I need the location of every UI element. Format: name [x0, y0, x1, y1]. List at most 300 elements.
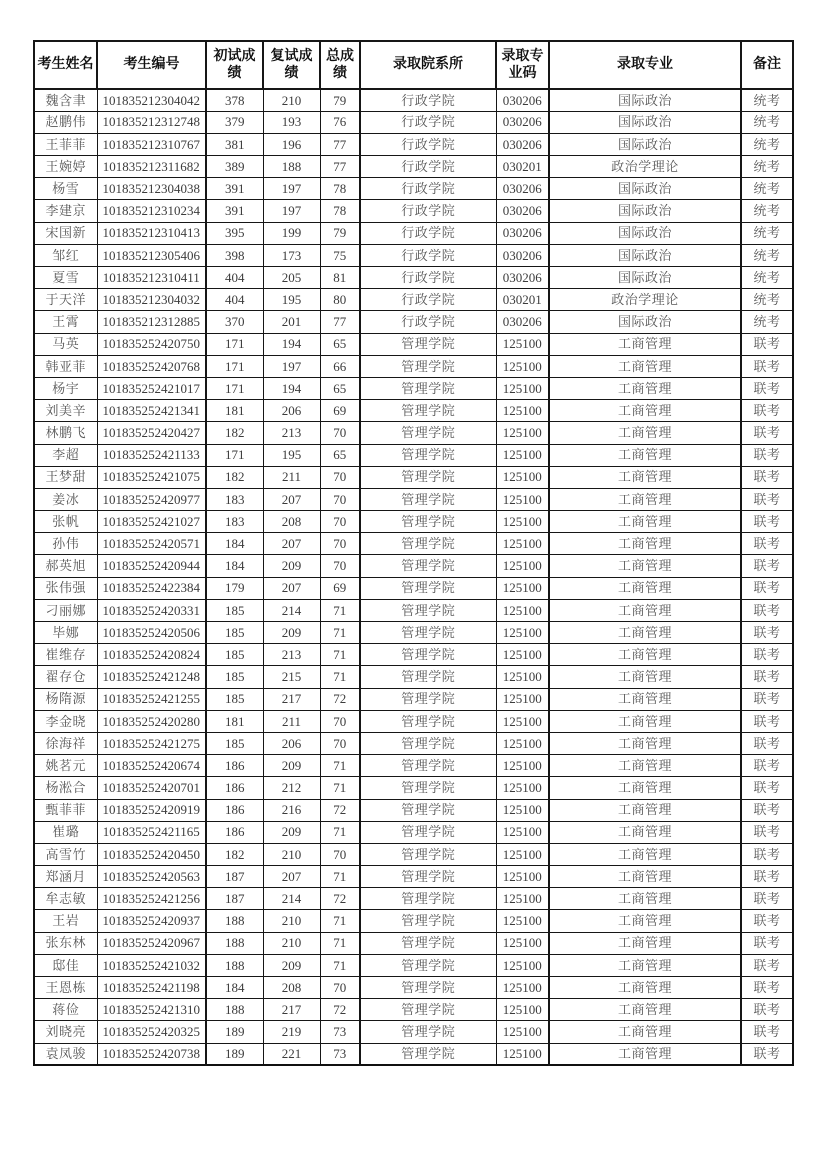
initial-exam-score: 188 [206, 932, 263, 954]
major-code: 125100 [496, 644, 549, 666]
retest-score: 197 [263, 200, 320, 222]
column-header-admission-department: 录取院系所 [360, 41, 496, 89]
total-score: 77 [320, 156, 360, 178]
initial-exam-score: 395 [206, 222, 263, 244]
admission-department: 行政学院 [360, 111, 496, 133]
candidate-id: 101835212310234 [97, 200, 206, 222]
initial-exam-score: 398 [206, 244, 263, 266]
admission-department: 行政学院 [360, 289, 496, 311]
total-score: 71 [320, 599, 360, 621]
initial-exam-score: 404 [206, 267, 263, 289]
retest-score: 208 [263, 977, 320, 999]
table-row [34, 400, 793, 422]
table-row [34, 89, 793, 111]
candidate-name: 甄菲菲 [34, 799, 97, 821]
retest-score: 209 [263, 755, 320, 777]
candidate-id: 101835212304038 [97, 178, 206, 200]
admission-department: 行政学院 [360, 200, 496, 222]
admission-department: 管理学院 [360, 799, 496, 821]
candidate-name: 宋国新 [34, 222, 97, 244]
retest-score: 208 [263, 511, 320, 533]
major-code: 030206 [496, 178, 549, 200]
table-row [34, 843, 793, 865]
admission-major: 工商管理 [549, 777, 741, 799]
table-row [34, 977, 793, 999]
candidate-id: 101835212312748 [97, 111, 206, 133]
candidate-name: 毕娜 [34, 622, 97, 644]
remark: 联考 [741, 444, 793, 466]
retest-score: 201 [263, 311, 320, 333]
candidate-id: 101835212310413 [97, 222, 206, 244]
table-row [34, 178, 793, 200]
remark: 联考 [741, 666, 793, 688]
retest-score: 214 [263, 599, 320, 621]
major-code: 030206 [496, 111, 549, 133]
table-row [34, 156, 793, 178]
candidate-id: 101835252420977 [97, 488, 206, 510]
column-header-candidate-id: 考生编号 [97, 41, 206, 89]
admission-department: 管理学院 [360, 555, 496, 577]
initial-exam-score: 389 [206, 156, 263, 178]
admission-department: 管理学院 [360, 400, 496, 422]
candidate-name: 李金晓 [34, 710, 97, 732]
table-row [34, 244, 793, 266]
table-row [34, 799, 793, 821]
admission-department: 管理学院 [360, 666, 496, 688]
major-code: 125100 [496, 533, 549, 555]
remark: 联考 [741, 710, 793, 732]
admission-major: 工商管理 [549, 400, 741, 422]
candidate-name: 蒋俭 [34, 999, 97, 1021]
admission-major: 工商管理 [549, 866, 741, 888]
total-score: 72 [320, 688, 360, 710]
initial-exam-score: 171 [206, 444, 263, 466]
remark: 联考 [741, 932, 793, 954]
remark: 联考 [741, 422, 793, 444]
retest-score: 207 [263, 866, 320, 888]
candidate-id: 101835252420427 [97, 422, 206, 444]
remark: 联考 [741, 355, 793, 377]
initial-exam-score: 171 [206, 355, 263, 377]
initial-exam-score: 404 [206, 289, 263, 311]
retest-score: 221 [263, 1043, 320, 1065]
table-row [34, 866, 793, 888]
total-score: 71 [320, 954, 360, 976]
admission-department: 管理学院 [360, 932, 496, 954]
remark: 联考 [741, 466, 793, 488]
remark: 联考 [741, 1021, 793, 1043]
admission-major: 工商管理 [549, 821, 741, 843]
retest-score: 217 [263, 999, 320, 1021]
admission-major: 国际政治 [549, 111, 741, 133]
remark: 联考 [741, 511, 793, 533]
initial-exam-score: 186 [206, 799, 263, 821]
remark: 统考 [741, 200, 793, 222]
major-code: 030206 [496, 133, 549, 155]
candidate-name: 袁凤骏 [34, 1043, 97, 1065]
candidate-name: 高雪竹 [34, 843, 97, 865]
major-code: 125100 [496, 932, 549, 954]
candidate-name: 于天洋 [34, 289, 97, 311]
major-code: 125100 [496, 1043, 549, 1065]
candidate-id: 101835252420571 [97, 533, 206, 555]
major-code: 125100 [496, 400, 549, 422]
table-row [34, 488, 793, 510]
column-header-retest-score: 复试成绩 [263, 41, 320, 89]
admission-department: 管理学院 [360, 777, 496, 799]
table-row [34, 444, 793, 466]
admission-major: 工商管理 [549, 622, 741, 644]
initial-exam-score: 391 [206, 178, 263, 200]
remark: 联考 [741, 755, 793, 777]
column-header-total-score: 总成绩 [320, 41, 360, 89]
admission-department: 管理学院 [360, 710, 496, 732]
total-score: 71 [320, 777, 360, 799]
initial-exam-score: 179 [206, 577, 263, 599]
remark: 联考 [741, 1043, 793, 1065]
remark: 统考 [741, 222, 793, 244]
admission-department: 管理学院 [360, 599, 496, 621]
retest-score: 209 [263, 555, 320, 577]
candidate-id: 101835252420824 [97, 644, 206, 666]
table-row [34, 111, 793, 133]
major-code: 125100 [496, 688, 549, 710]
candidate-name: 王菲菲 [34, 133, 97, 155]
admission-department: 管理学院 [360, 755, 496, 777]
admission-major: 工商管理 [549, 732, 741, 754]
initial-exam-score: 171 [206, 377, 263, 399]
retest-score: 197 [263, 178, 320, 200]
retest-score: 214 [263, 888, 320, 910]
total-score: 70 [320, 977, 360, 999]
initial-exam-score: 189 [206, 1043, 263, 1065]
candidate-id: 101835252421310 [97, 999, 206, 1021]
admission-major: 国际政治 [549, 89, 741, 111]
major-code: 125100 [496, 977, 549, 999]
candidate-id: 101835252420563 [97, 866, 206, 888]
column-header-candidate-name: 考生姓名 [34, 41, 97, 89]
table-row [34, 1043, 793, 1065]
retest-score: 206 [263, 732, 320, 754]
candidate-id: 101835252420674 [97, 755, 206, 777]
initial-exam-score: 185 [206, 599, 263, 621]
total-score: 70 [320, 488, 360, 510]
candidate-name: 马英 [34, 333, 97, 355]
column-header-major-code: 录取专业码 [496, 41, 549, 89]
initial-exam-score: 186 [206, 755, 263, 777]
retest-score: 210 [263, 932, 320, 954]
candidate-name: 邹红 [34, 244, 97, 266]
admission-major: 工商管理 [549, 999, 741, 1021]
major-code: 125100 [496, 777, 549, 799]
major-code: 125100 [496, 444, 549, 466]
total-score: 70 [320, 732, 360, 754]
admission-department: 管理学院 [360, 355, 496, 377]
retest-score: 210 [263, 910, 320, 932]
admission-major: 工商管理 [549, 577, 741, 599]
major-code: 125100 [496, 821, 549, 843]
initial-exam-score: 182 [206, 843, 263, 865]
admission-department: 管理学院 [360, 511, 496, 533]
admission-results-table [33, 40, 794, 1066]
candidate-name: 郝英旭 [34, 555, 97, 577]
admission-department: 管理学院 [360, 1043, 496, 1065]
initial-exam-score: 183 [206, 488, 263, 510]
candidate-name: 韩亚菲 [34, 355, 97, 377]
total-score: 80 [320, 289, 360, 311]
total-score: 69 [320, 577, 360, 599]
table-row [34, 289, 793, 311]
total-score: 72 [320, 888, 360, 910]
major-code: 125100 [496, 422, 549, 444]
remark: 联考 [741, 888, 793, 910]
candidate-id: 101835252421032 [97, 954, 206, 976]
admission-major: 工商管理 [549, 843, 741, 865]
initial-exam-score: 189 [206, 1021, 263, 1043]
total-score: 77 [320, 311, 360, 333]
column-header-admission-major: 录取专业 [549, 41, 741, 89]
candidate-id: 101835212310767 [97, 133, 206, 155]
table-row [34, 755, 793, 777]
candidate-id: 101835252420768 [97, 355, 206, 377]
table-row [34, 688, 793, 710]
remark: 统考 [741, 244, 793, 266]
major-code: 125100 [496, 377, 549, 399]
admission-major: 工商管理 [549, 444, 741, 466]
candidate-name: 杨宇 [34, 377, 97, 399]
total-score: 71 [320, 644, 360, 666]
table-row [34, 888, 793, 910]
total-score: 79 [320, 89, 360, 111]
candidate-id: 101835252420331 [97, 599, 206, 621]
total-score: 72 [320, 999, 360, 1021]
admission-department: 管理学院 [360, 644, 496, 666]
admission-major: 工商管理 [549, 333, 741, 355]
remark: 统考 [741, 89, 793, 111]
remark: 联考 [741, 400, 793, 422]
initial-exam-score: 181 [206, 710, 263, 732]
candidate-name: 王婉婷 [34, 156, 97, 178]
candidate-id: 101835212305406 [97, 244, 206, 266]
total-score: 71 [320, 932, 360, 954]
initial-exam-score: 188 [206, 954, 263, 976]
candidate-id: 101835252421027 [97, 511, 206, 533]
retest-score: 207 [263, 488, 320, 510]
major-code: 125100 [496, 488, 549, 510]
table-header-row [34, 41, 793, 89]
initial-exam-score: 185 [206, 622, 263, 644]
retest-score: 216 [263, 799, 320, 821]
remark: 联考 [741, 843, 793, 865]
column-header-remark: 备注 [741, 41, 793, 89]
retest-score: 212 [263, 777, 320, 799]
table-row [34, 644, 793, 666]
admission-major: 国际政治 [549, 267, 741, 289]
candidate-name: 崔璐 [34, 821, 97, 843]
table-row [34, 710, 793, 732]
table-row [34, 200, 793, 222]
initial-exam-score: 379 [206, 111, 263, 133]
major-code: 125100 [496, 466, 549, 488]
candidate-id: 101835212304042 [97, 89, 206, 111]
remark: 联考 [741, 688, 793, 710]
admission-department: 行政学院 [360, 267, 496, 289]
total-score: 70 [320, 466, 360, 488]
candidate-name: 杨隋源 [34, 688, 97, 710]
table-row [34, 355, 793, 377]
table-row [34, 133, 793, 155]
initial-exam-score: 185 [206, 666, 263, 688]
retest-score: 213 [263, 422, 320, 444]
table-row [34, 511, 793, 533]
admission-department: 管理学院 [360, 488, 496, 510]
major-code: 030206 [496, 244, 549, 266]
candidate-id: 101835212312885 [97, 311, 206, 333]
retest-score: 194 [263, 377, 320, 399]
table-row [34, 666, 793, 688]
initial-exam-score: 182 [206, 466, 263, 488]
admission-major: 工商管理 [549, 1043, 741, 1065]
candidate-id: 101835252421256 [97, 888, 206, 910]
major-code: 030206 [496, 222, 549, 244]
initial-exam-score: 184 [206, 555, 263, 577]
remark: 联考 [741, 777, 793, 799]
retest-score: 195 [263, 289, 320, 311]
admission-department: 管理学院 [360, 688, 496, 710]
major-code: 125100 [496, 710, 549, 732]
candidate-name: 张东林 [34, 932, 97, 954]
initial-exam-score: 378 [206, 89, 263, 111]
candidate-id: 101835252421165 [97, 821, 206, 843]
retest-score: 209 [263, 622, 320, 644]
candidate-name: 魏含聿 [34, 89, 97, 111]
table-row [34, 533, 793, 555]
column-header-initial-exam-score: 初试成绩 [206, 41, 263, 89]
admission-department: 管理学院 [360, 533, 496, 555]
admission-major: 国际政治 [549, 311, 741, 333]
admission-department: 行政学院 [360, 222, 496, 244]
total-score: 70 [320, 710, 360, 732]
major-code: 125100 [496, 843, 549, 865]
initial-exam-score: 391 [206, 200, 263, 222]
major-code: 030206 [496, 267, 549, 289]
admission-department: 行政学院 [360, 178, 496, 200]
admission-major: 工商管理 [549, 910, 741, 932]
major-code: 030206 [496, 89, 549, 111]
total-score: 73 [320, 1043, 360, 1065]
initial-exam-score: 185 [206, 688, 263, 710]
candidate-id: 101835252420701 [97, 777, 206, 799]
admission-department: 管理学院 [360, 622, 496, 644]
admission-department: 管理学院 [360, 888, 496, 910]
admission-department: 管理学院 [360, 577, 496, 599]
initial-exam-score: 187 [206, 888, 263, 910]
remark: 统考 [741, 289, 793, 311]
candidate-name: 刁丽娜 [34, 599, 97, 621]
candidate-name: 林鹏飞 [34, 422, 97, 444]
table-row [34, 1021, 793, 1043]
total-score: 71 [320, 666, 360, 688]
candidate-id: 101835212311682 [97, 156, 206, 178]
admission-major: 工商管理 [549, 932, 741, 954]
retest-score: 188 [263, 156, 320, 178]
table-row [34, 311, 793, 333]
candidate-id: 101835252420325 [97, 1021, 206, 1043]
total-score: 70 [320, 533, 360, 555]
major-code: 125100 [496, 954, 549, 976]
major-code: 125100 [496, 755, 549, 777]
admission-major: 工商管理 [549, 977, 741, 999]
admission-department: 管理学院 [360, 466, 496, 488]
candidate-id: 101835212304032 [97, 289, 206, 311]
table-row [34, 555, 793, 577]
admission-department: 管理学院 [360, 910, 496, 932]
table-row [34, 333, 793, 355]
initial-exam-score: 188 [206, 910, 263, 932]
retest-score: 211 [263, 466, 320, 488]
table-row [34, 577, 793, 599]
admission-department: 管理学院 [360, 444, 496, 466]
admission-department: 行政学院 [360, 89, 496, 111]
candidate-id: 101835252421017 [97, 377, 206, 399]
remark: 联考 [741, 555, 793, 577]
total-score: 65 [320, 444, 360, 466]
table-row [34, 932, 793, 954]
total-score: 65 [320, 333, 360, 355]
candidate-name: 王岩 [34, 910, 97, 932]
remark: 联考 [741, 821, 793, 843]
total-score: 73 [320, 1021, 360, 1043]
initial-exam-score: 187 [206, 866, 263, 888]
admission-department: 管理学院 [360, 821, 496, 843]
total-score: 65 [320, 377, 360, 399]
admission-major: 工商管理 [549, 355, 741, 377]
retest-score: 210 [263, 843, 320, 865]
remark: 联考 [741, 577, 793, 599]
candidate-name: 牟志敏 [34, 888, 97, 910]
retest-score: 195 [263, 444, 320, 466]
initial-exam-score: 381 [206, 133, 263, 155]
retest-score: 211 [263, 710, 320, 732]
admission-department: 管理学院 [360, 843, 496, 865]
admission-department: 管理学院 [360, 333, 496, 355]
major-code: 125100 [496, 355, 549, 377]
total-score: 70 [320, 555, 360, 577]
candidate-id: 101835252420944 [97, 555, 206, 577]
total-score: 66 [320, 355, 360, 377]
candidate-name: 刘晓亮 [34, 1021, 97, 1043]
remark: 联考 [741, 977, 793, 999]
remark: 统考 [741, 156, 793, 178]
admission-major: 政治学理论 [549, 289, 741, 311]
candidate-id: 101835252421341 [97, 400, 206, 422]
total-score: 71 [320, 910, 360, 932]
table-row [34, 999, 793, 1021]
initial-exam-score: 182 [206, 422, 263, 444]
table-row [34, 267, 793, 289]
total-score: 71 [320, 821, 360, 843]
table-row [34, 954, 793, 976]
candidate-name: 杨淞合 [34, 777, 97, 799]
candidate-name: 孙伟 [34, 533, 97, 555]
candidate-id: 101835252421248 [97, 666, 206, 688]
table-row [34, 732, 793, 754]
candidate-name: 郑涵月 [34, 866, 97, 888]
major-code: 125100 [496, 888, 549, 910]
initial-exam-score: 370 [206, 311, 263, 333]
retest-score: 210 [263, 89, 320, 111]
candidate-id: 101835252421198 [97, 977, 206, 999]
